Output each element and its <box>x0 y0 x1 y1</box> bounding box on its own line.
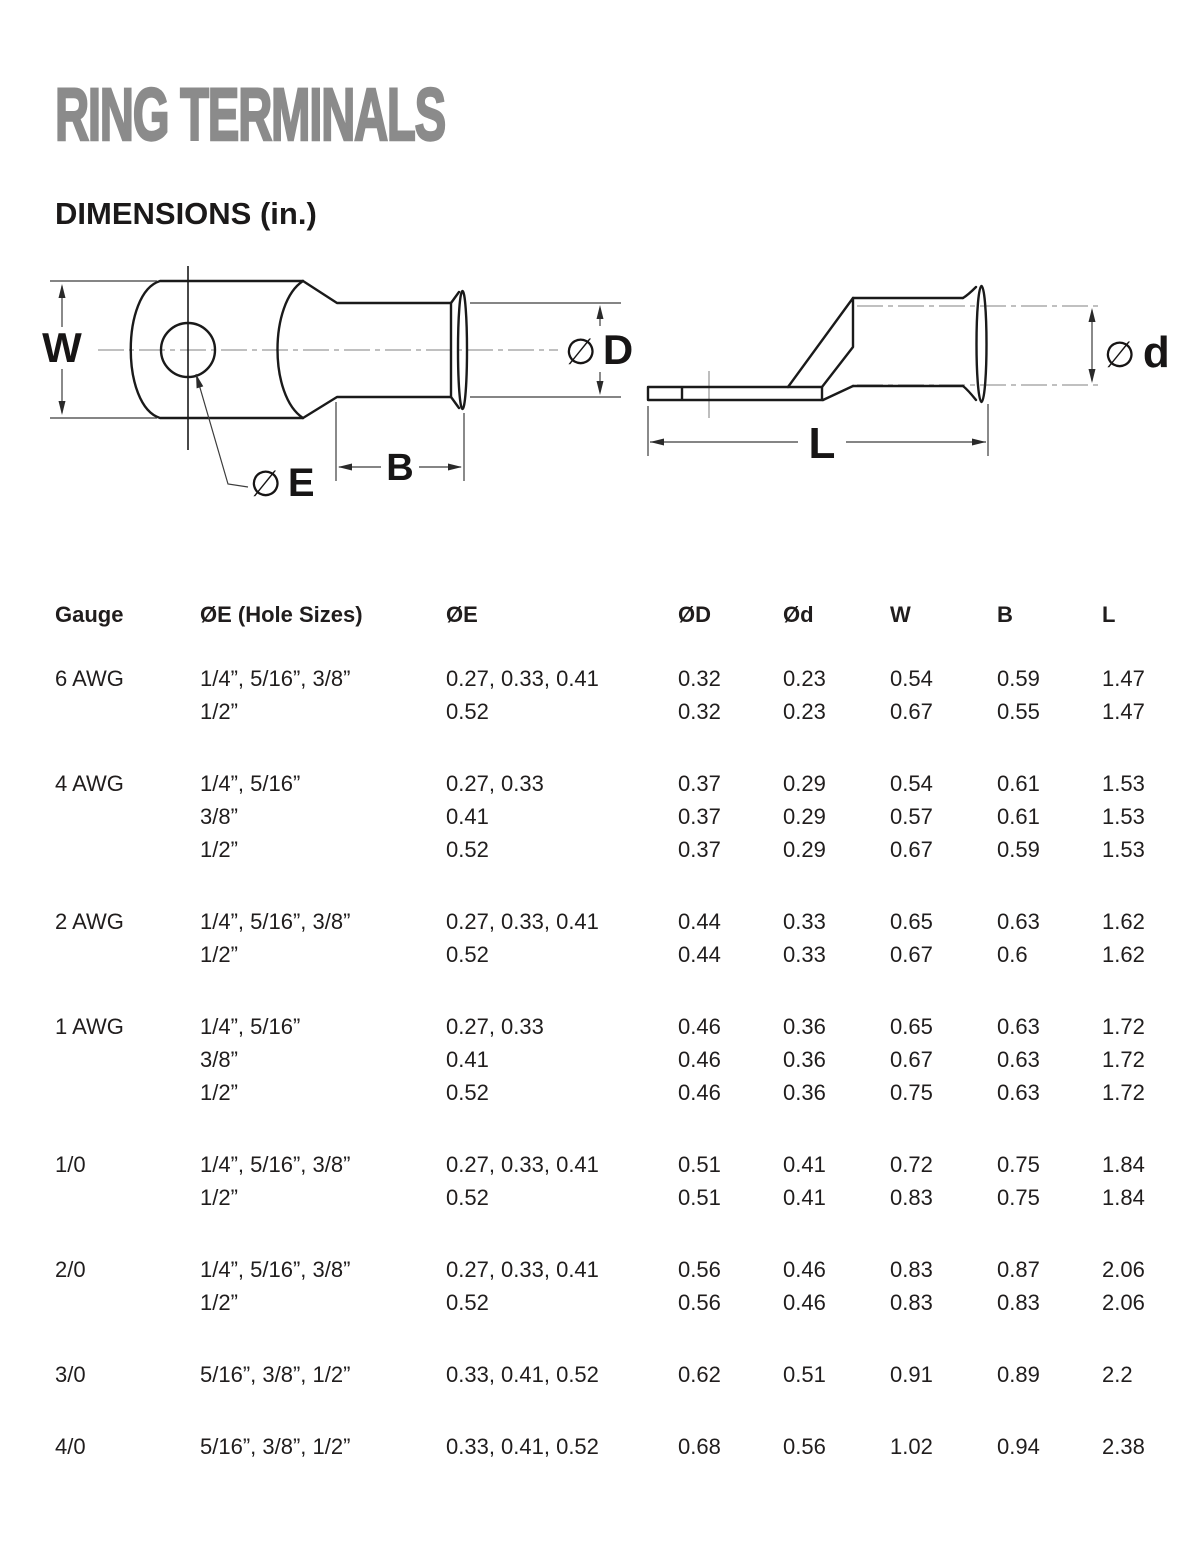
od-value-cell: 0.44 <box>678 909 721 934</box>
barrel-side-outline <box>853 298 963 386</box>
od-inner-value-cell: 0.36 <box>783 1047 826 1072</box>
od-value-cell: 0.37 <box>678 804 721 829</box>
header-b: B <box>997 602 1013 627</box>
od-inner-value-cell: 0.36 <box>783 1080 826 1105</box>
gauge-group <box>55 1430 1147 1463</box>
table-row <box>55 800 1147 833</box>
oe-value-cell: 0.27, 0.33, 0.41 <box>446 909 599 934</box>
oe-value-cell: 0.52 <box>446 1290 489 1315</box>
hole-sizes-cell: 5/16”, 3/8”, 1/2” <box>200 1434 351 1459</box>
l-value-cell: 1.47 <box>1102 666 1145 691</box>
od-value-cell: 0.44 <box>678 942 721 967</box>
hole-sizes-cell: 1/4”, 5/16”, 3/8” <box>200 909 351 934</box>
table-row <box>55 1430 1147 1463</box>
hole-sizes-cell: 1/4”, 5/16” <box>200 771 301 796</box>
label-od-inner: ∅ d <box>1104 328 1170 377</box>
l-value-cell: 1.84 <box>1102 1152 1145 1177</box>
w-value-cell: 0.54 <box>890 771 933 796</box>
label-w: W <box>42 324 82 371</box>
table-row <box>55 1076 1147 1109</box>
od-inner-value-cell: 0.33 <box>783 942 826 967</box>
b-value-cell: 0.63 <box>997 1047 1040 1072</box>
b-value-cell: 0.63 <box>997 1080 1040 1105</box>
l-value-cell: 1.53 <box>1102 837 1145 862</box>
l-value-cell: 1.53 <box>1102 771 1145 796</box>
l-value-cell: 2.38 <box>1102 1434 1145 1459</box>
od-value-cell: 0.68 <box>678 1434 721 1459</box>
barrel-side-flare <box>963 287 976 400</box>
od-value-cell: 0.51 <box>678 1185 721 1210</box>
oe-value-cell: 0.52 <box>446 942 489 967</box>
bend-transition <box>788 298 853 400</box>
od-value-cell: 0.56 <box>678 1257 721 1282</box>
label-b: B <box>386 447 414 489</box>
header-od: ØD <box>678 602 711 627</box>
gauge-group <box>55 1358 1147 1391</box>
table-row <box>55 1253 1147 1286</box>
od-value-cell: 0.32 <box>678 666 721 691</box>
hole-sizes-cell: 1/2” <box>200 699 238 724</box>
gauge-cell <box>55 1076 200 1109</box>
oe-value-cell: 0.52 <box>446 837 489 862</box>
table-row <box>55 938 1147 971</box>
od-inner-value-cell: 0.23 <box>783 666 826 691</box>
gauge-cell <box>55 833 200 866</box>
b-value-cell: 0.75 <box>997 1185 1040 1210</box>
spec-table-body <box>55 662 1147 1502</box>
od-inner-value-cell: 0.33 <box>783 909 826 934</box>
oe-value-cell: 0.33, 0.41, 0.52 <box>446 1434 599 1459</box>
table-row <box>55 662 1147 695</box>
dimension-b <box>336 402 464 489</box>
b-value-cell: 0.89 <box>997 1362 1040 1387</box>
hole-sizes-cell: 1/4”, 5/16”, 3/8” <box>200 666 351 691</box>
b-value-cell: 0.63 <box>997 1014 1040 1039</box>
bore-centerlines <box>857 306 1103 385</box>
od-inner-value-cell: 0.51 <box>783 1362 826 1387</box>
w-value-cell: 1.02 <box>890 1434 933 1459</box>
od-value-cell: 0.46 <box>678 1014 721 1039</box>
ring-terminal-top-view <box>42 266 633 505</box>
gauge-group <box>55 767 1147 866</box>
l-value-cell: 1.84 <box>1102 1185 1145 1210</box>
w-value-cell: 0.67 <box>890 699 933 724</box>
oe-value-cell: 0.52 <box>446 1185 489 1210</box>
gauge-cell: 6 AWG <box>55 666 124 691</box>
od-value-cell: 0.32 <box>678 699 721 724</box>
header-hole-sizes: ØE (Hole Sizes) <box>200 602 363 627</box>
oe-value-cell: 0.52 <box>446 699 489 724</box>
l-value-cell: 1.53 <box>1102 804 1145 829</box>
tongue-outline <box>648 387 823 400</box>
l-value-cell: 1.47 <box>1102 699 1145 724</box>
od-inner-value-cell: 0.46 <box>783 1257 826 1282</box>
od-value-cell: 0.62 <box>678 1362 721 1387</box>
gauge-group <box>55 1253 1147 1319</box>
l-value-cell: 1.72 <box>1102 1014 1145 1039</box>
od-value-cell: 0.51 <box>678 1152 721 1177</box>
b-value-cell: 0.59 <box>997 837 1040 862</box>
w-value-cell: 0.67 <box>890 1047 933 1072</box>
l-value-cell: 2.06 <box>1102 1257 1145 1282</box>
table-row <box>55 833 1147 866</box>
b-value-cell: 0.55 <box>997 699 1040 724</box>
table-row <box>55 1010 1147 1043</box>
l-value-cell: 2.06 <box>1102 1290 1145 1315</box>
w-value-cell: 0.65 <box>890 1014 933 1039</box>
gauge-cell <box>55 800 200 833</box>
gauge-group <box>55 662 1147 728</box>
w-value-cell: 0.72 <box>890 1152 933 1177</box>
gauge-cell <box>55 938 200 971</box>
w-value-cell: 0.75 <box>890 1080 933 1105</box>
b-value-cell: 0.61 <box>997 771 1040 796</box>
oe-value-cell: 0.27, 0.33, 0.41 <box>446 1257 599 1282</box>
od-inner-value-cell: 0.46 <box>783 1290 826 1315</box>
hole-sizes-cell: 1/2” <box>200 1185 238 1210</box>
page-title: RING TERMINALS <box>55 73 445 156</box>
header-w: W <box>890 602 911 627</box>
od-value-cell: 0.46 <box>678 1080 721 1105</box>
table-row <box>55 905 1147 938</box>
table-row <box>55 1148 1147 1181</box>
od-inner-value-cell: 0.41 <box>783 1152 826 1177</box>
hole-sizes-cell: 1/4”, 5/16”, 3/8” <box>200 1257 351 1282</box>
w-value-cell: 0.67 <box>890 942 933 967</box>
od-inner-value-cell: 0.36 <box>783 1014 826 1039</box>
od-inner-value-cell: 0.29 <box>783 804 826 829</box>
table-row <box>55 695 1147 728</box>
leader-oe <box>196 374 315 505</box>
table-row <box>55 1358 1147 1391</box>
od-value-cell: 0.56 <box>678 1290 721 1315</box>
dimension-diagrams <box>0 0 1200 560</box>
table-row <box>55 767 1147 800</box>
w-value-cell: 0.54 <box>890 666 933 691</box>
l-value-cell: 1.72 <box>1102 1047 1145 1072</box>
gauge-cell: 4/0 <box>55 1434 86 1459</box>
table-row <box>55 1043 1147 1076</box>
hole-sizes-cell: 1/4”, 5/16” <box>200 1014 301 1039</box>
hole-sizes-cell: 1/2” <box>200 942 238 967</box>
header-od-inner: Ød <box>783 602 814 627</box>
hole-sizes-cell: 1/2” <box>200 1080 238 1105</box>
gauge-group <box>55 1010 1147 1109</box>
table-header-row <box>55 598 1147 631</box>
gauge-cell: 1 AWG <box>55 1014 124 1039</box>
hole-sizes-cell: 1/2” <box>200 1290 238 1315</box>
gauge-group <box>55 905 1147 971</box>
oe-value-cell: 0.33, 0.41, 0.52 <box>446 1362 599 1387</box>
oe-value-cell: 0.27, 0.33, 0.41 <box>446 666 599 691</box>
l-value-cell: 1.62 <box>1102 909 1145 934</box>
oe-value-cell: 0.52 <box>446 1080 489 1105</box>
dimension-l <box>648 404 988 468</box>
gauge-group <box>55 1148 1147 1214</box>
table-row <box>55 1181 1147 1214</box>
dimension-od-inner <box>1089 308 1170 383</box>
label-od: ∅ D <box>565 326 634 373</box>
l-value-cell: 1.62 <box>1102 942 1145 967</box>
table-row <box>55 1286 1147 1319</box>
w-value-cell: 0.65 <box>890 909 933 934</box>
w-value-cell: 0.67 <box>890 837 933 862</box>
w-value-cell: 0.91 <box>890 1362 933 1387</box>
od-inner-value-cell: 0.29 <box>783 837 826 862</box>
od-inner-value-cell: 0.41 <box>783 1185 826 1210</box>
gauge-cell <box>55 1286 200 1319</box>
b-value-cell: 0.59 <box>997 666 1040 691</box>
gauge-cell: 2/0 <box>55 1257 86 1282</box>
w-value-cell: 0.83 <box>890 1290 933 1315</box>
gauge-cell <box>55 695 200 728</box>
label-l: L <box>808 419 836 468</box>
oe-value-cell: 0.27, 0.33 <box>446 771 544 796</box>
l-value-cell: 2.2 <box>1102 1362 1133 1387</box>
gauge-cell: 2 AWG <box>55 909 124 934</box>
b-value-cell: 0.63 <box>997 909 1040 934</box>
oe-value-cell: 0.41 <box>446 1047 489 1072</box>
hole-sizes-cell: 5/16”, 3/8”, 1/2” <box>200 1362 351 1387</box>
l-value-cell: 1.72 <box>1102 1080 1145 1105</box>
b-value-cell: 0.6 <box>997 942 1028 967</box>
b-value-cell: 0.61 <box>997 804 1040 829</box>
oe-value-cell: 0.41 <box>446 804 489 829</box>
w-value-cell: 0.57 <box>890 804 933 829</box>
od-value-cell: 0.37 <box>678 837 721 862</box>
od-inner-value-cell: 0.56 <box>783 1434 826 1459</box>
label-oe: ∅ E <box>250 461 315 505</box>
gauge-cell <box>55 1043 200 1076</box>
header-l: L <box>1102 602 1116 627</box>
od-value-cell: 0.46 <box>678 1047 721 1072</box>
gauge-cell: 1/0 <box>55 1152 86 1177</box>
spec-table <box>55 598 1147 631</box>
oe-value-cell: 0.27, 0.33, 0.41 <box>446 1152 599 1177</box>
b-value-cell: 0.87 <box>997 1257 1040 1282</box>
b-value-cell: 0.75 <box>997 1152 1040 1177</box>
hole-sizes-cell: 3/8” <box>200 1047 238 1072</box>
hole-sizes-cell: 1/2” <box>200 837 238 862</box>
od-inner-value-cell: 0.29 <box>783 771 826 796</box>
hole-sizes-cell: 3/8” <box>200 804 238 829</box>
w-value-cell: 0.83 <box>890 1185 933 1210</box>
header-oe: ØE <box>446 602 478 627</box>
od-inner-value-cell: 0.23 <box>783 699 826 724</box>
header-gauge: Gauge <box>55 602 124 627</box>
ring-terminal-side-view <box>648 286 1170 468</box>
gauge-cell: 4 AWG <box>55 771 124 796</box>
gauge-cell <box>55 1181 200 1214</box>
oe-value-cell: 0.27, 0.33 <box>446 1014 544 1039</box>
hole-sizes-cell: 1/4”, 5/16”, 3/8” <box>200 1152 351 1177</box>
b-value-cell: 0.83 <box>997 1290 1040 1315</box>
od-value-cell: 0.37 <box>678 771 721 796</box>
b-value-cell: 0.94 <box>997 1434 1040 1459</box>
section-title: DIMENSIONS (in.) <box>55 196 317 231</box>
gauge-cell: 3/0 <box>55 1362 86 1387</box>
w-value-cell: 0.83 <box>890 1257 933 1282</box>
